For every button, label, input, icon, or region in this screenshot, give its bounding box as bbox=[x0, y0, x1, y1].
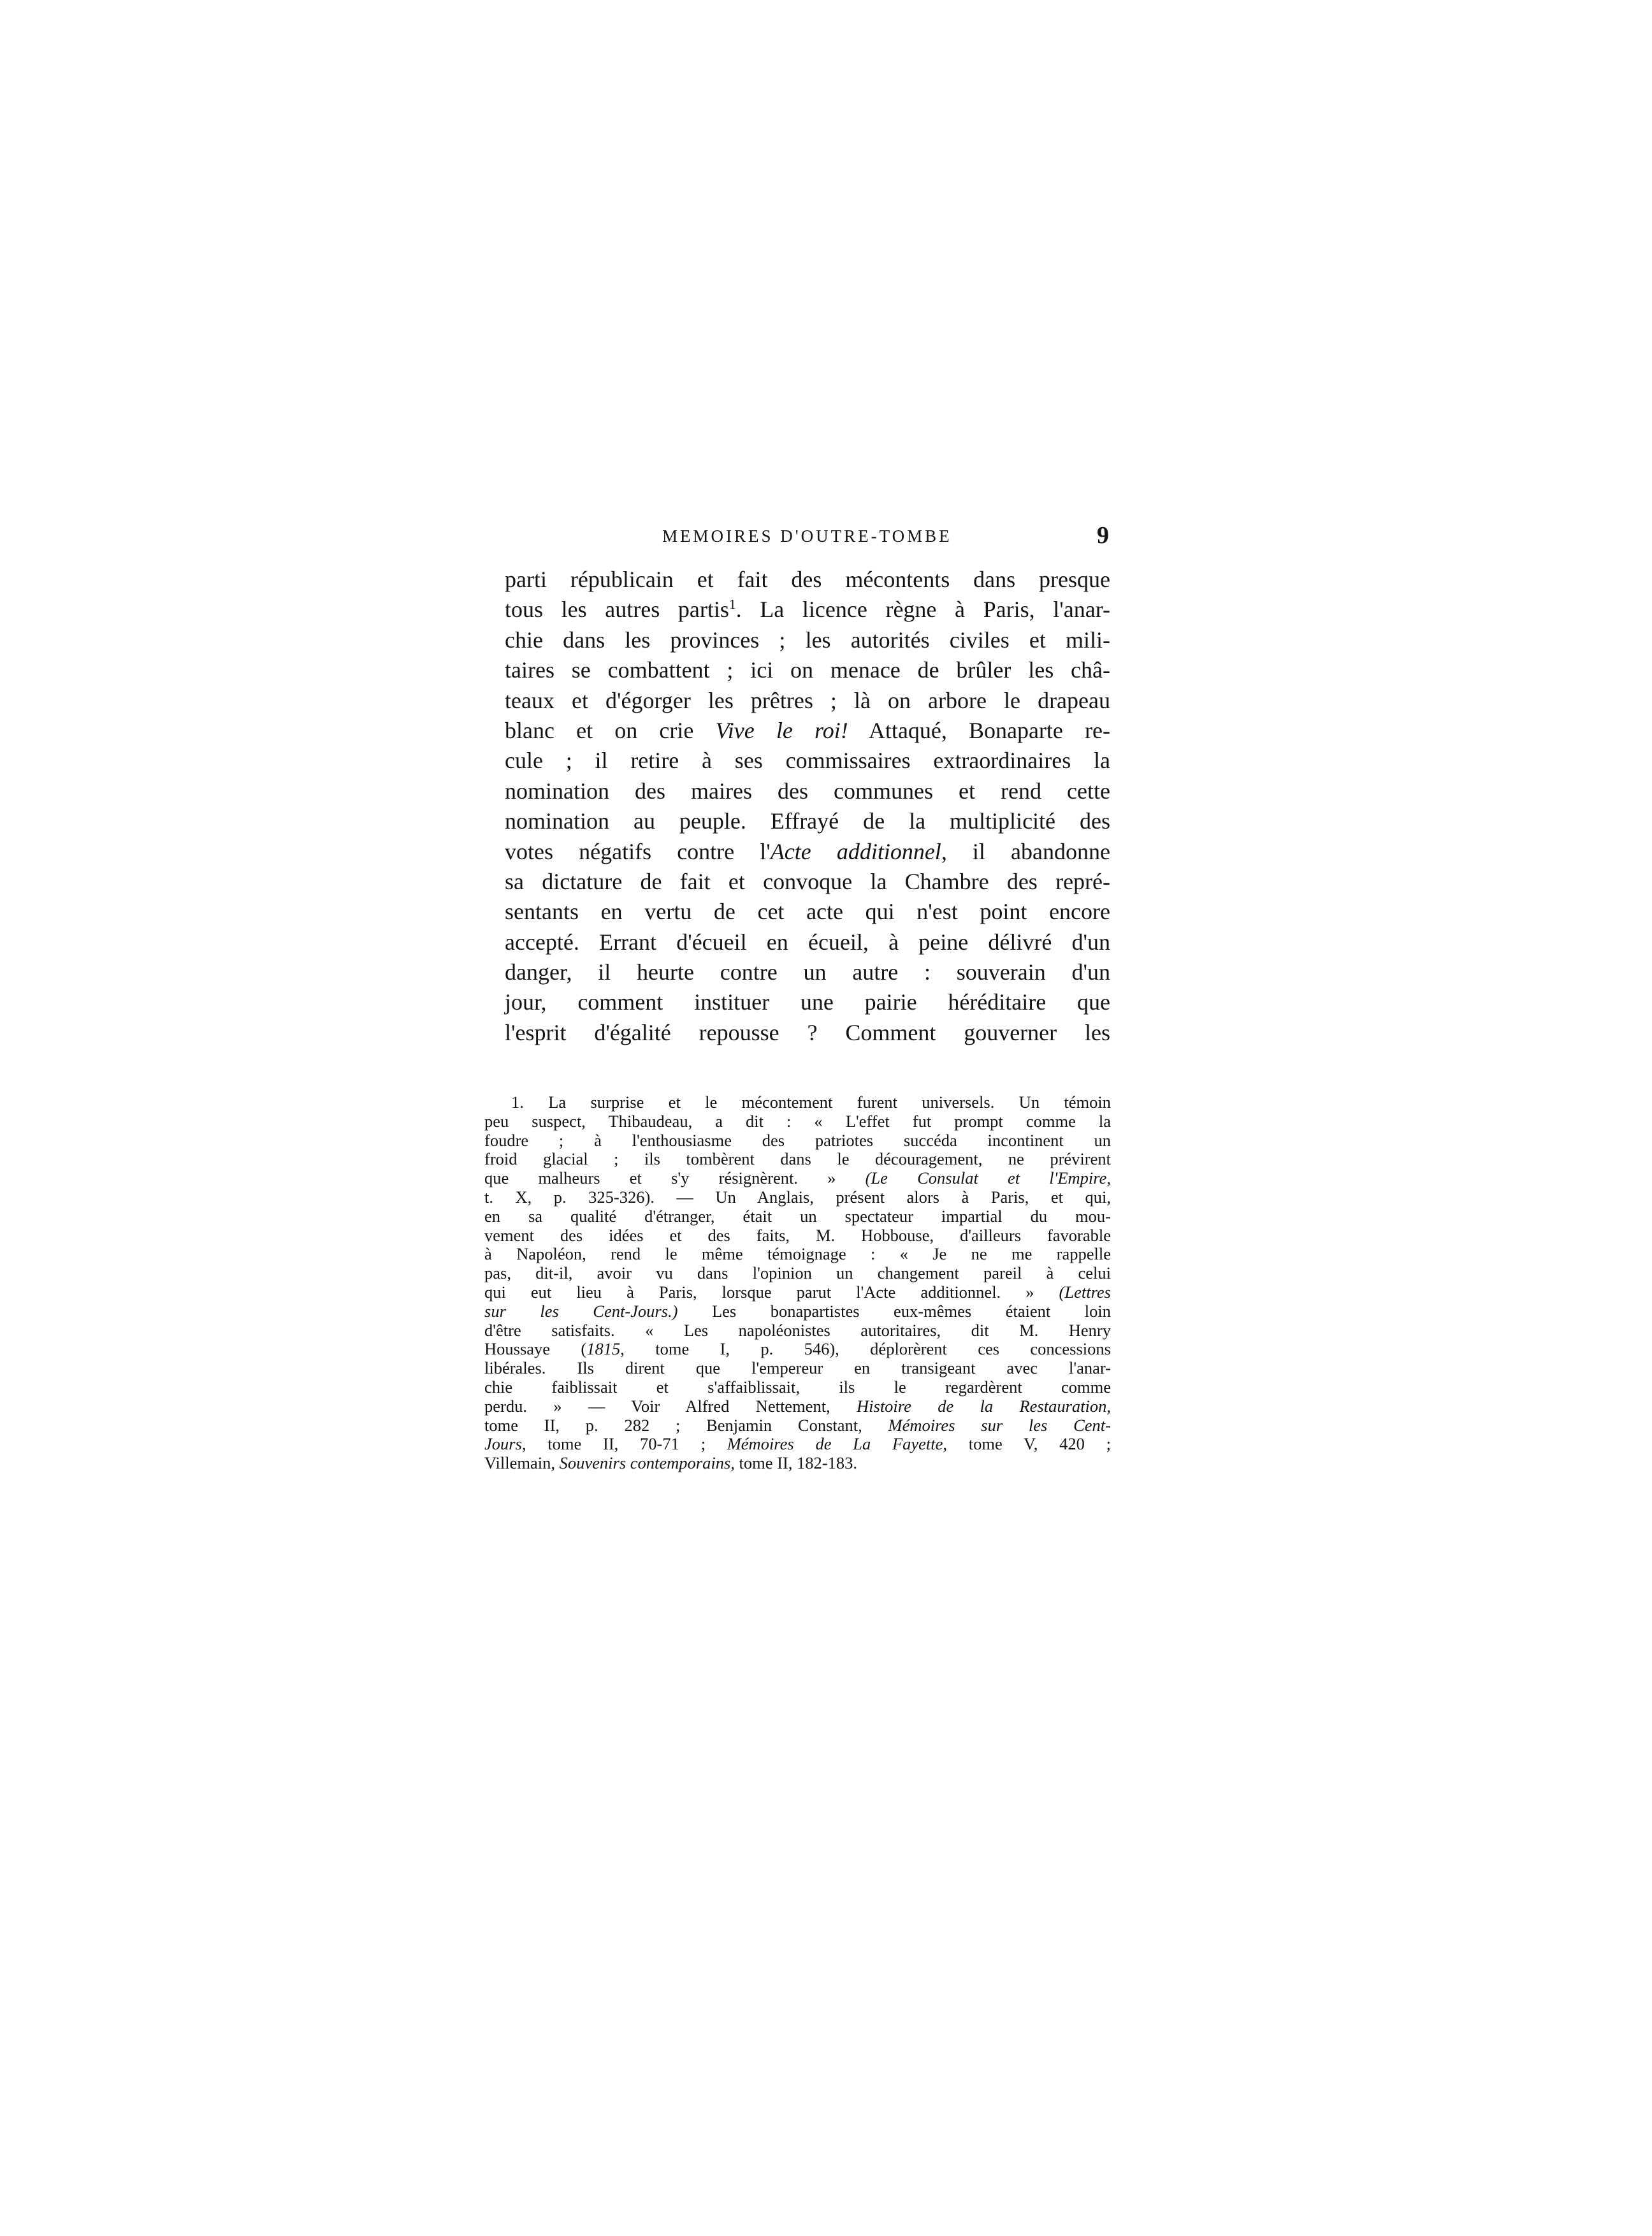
italic-run: Jours, bbox=[484, 1434, 526, 1454]
text-run: accepté. Errant d'écueil en écueil, à peine délivré d'un bbox=[505, 929, 1110, 955]
footnote-line bbox=[484, 1378, 1111, 1397]
footnote-line bbox=[484, 1207, 1111, 1226]
text-run: t. X, p. 325-326). — Un Anglais, présent alors à Paris, et qui, bbox=[484, 1187, 1111, 1207]
text-run: pas, dit-il, avoir vu dans l'opinion un changement pareil à celui bbox=[484, 1263, 1111, 1283]
body-line bbox=[505, 957, 1110, 987]
text-run: tome II, 182-183. bbox=[734, 1453, 858, 1473]
body-line bbox=[505, 655, 1110, 685]
text-run: libérales. Ils dirent que l'empereur en transigeant avec l'anar- bbox=[484, 1358, 1111, 1378]
text-run: , il abandonne bbox=[941, 838, 1110, 864]
text-run: l'esprit d'égalité repousse ? Comment gouverner les bbox=[505, 1019, 1110, 1045]
text-run: tous les autres partis bbox=[505, 597, 729, 623]
text-run: que malheurs et s'y résignèrent. » bbox=[484, 1168, 866, 1188]
text-run: sa dictature de fait et convoque la Chambre des repré- bbox=[505, 868, 1110, 894]
footnote-marker: 1 bbox=[728, 597, 736, 613]
italic-run: Acte additionnel bbox=[770, 838, 941, 864]
italic-run: 1815 bbox=[586, 1339, 621, 1359]
italic-run: Histoire de la Restauration, bbox=[857, 1396, 1111, 1416]
text-run: blanc et on crie bbox=[505, 717, 716, 743]
footnote-line bbox=[484, 1416, 1111, 1435]
footnote bbox=[484, 1093, 1111, 1473]
text-run: . La licence règne à Paris, l'anar- bbox=[735, 597, 1110, 623]
body-line bbox=[505, 625, 1110, 655]
body-line bbox=[505, 1018, 1110, 1048]
text-run: nomination au peuple. Effrayé de la multiplicité des bbox=[505, 808, 1110, 834]
text-run: foudre ; à l'enthousiasme des patriotes succéda incontinent un bbox=[484, 1130, 1111, 1150]
footnote-line bbox=[484, 1340, 1111, 1359]
italic-run: Vive le roi! bbox=[715, 717, 848, 743]
body-line bbox=[505, 987, 1110, 1017]
text-run: nomination des maires des communes et rend cette bbox=[505, 778, 1110, 804]
footnote-line bbox=[484, 1188, 1111, 1207]
footnote-line bbox=[484, 1169, 1111, 1188]
text-run: parti républicain et fait des mécontents dans presque bbox=[505, 567, 1110, 592]
text-run: tome II, p. 282 ; Benjamin Constant, bbox=[484, 1415, 888, 1435]
body-text bbox=[505, 565, 1110, 1048]
body-line bbox=[505, 867, 1110, 897]
text-run: teaux et d'égorger les prêtres ; là on arbore le drapeau bbox=[505, 687, 1110, 713]
footnote-line bbox=[484, 1397, 1111, 1416]
body-line bbox=[505, 806, 1110, 836]
text-run: tome II, 70-71 ; bbox=[526, 1434, 727, 1454]
text-run: qui eut lieu à Paris, lorsque parut l'Acte additionnel. » bbox=[484, 1282, 1059, 1302]
text-run: Villemain, bbox=[484, 1453, 560, 1473]
text-run: Attaqué, Bonaparte re- bbox=[848, 717, 1111, 743]
italic-run: Souvenirs contemporains, bbox=[559, 1453, 735, 1473]
text-run: , tome I, p. 546), déplorèrent ces concessions bbox=[620, 1339, 1111, 1359]
text-run: peu suspect, Thibaudeau, a dit : « L'effet fut prompt comme la bbox=[484, 1111, 1111, 1131]
body-line bbox=[505, 716, 1110, 746]
running-head bbox=[505, 521, 1117, 553]
footnote-line bbox=[484, 1302, 1111, 1321]
running-title: MEMOIRES D'OUTRE-TOMBE bbox=[662, 526, 952, 546]
body-line bbox=[505, 837, 1110, 867]
text-run: perdu. » — Voir Alfred Nettement, bbox=[484, 1396, 857, 1416]
italic-run: Mémoires de La Fayette, bbox=[727, 1434, 948, 1454]
text-run: taires se combattent ; ici on menace de brûler les châ- bbox=[505, 657, 1110, 683]
body-line bbox=[505, 897, 1110, 927]
footnote-line bbox=[484, 1454, 1111, 1473]
italic-run: Mémoires sur les Cent- bbox=[888, 1415, 1111, 1435]
text-run: froid glacial ; ils tombèrent dans le découragement, ne prévirent bbox=[484, 1149, 1111, 1169]
text-run: votes négatifs contre l' bbox=[505, 838, 771, 864]
body-line bbox=[505, 927, 1110, 957]
footnote-line bbox=[484, 1245, 1111, 1264]
text-run: à Napoléon, rend le même témoignage : « Je ne me rappelle bbox=[484, 1244, 1111, 1264]
footnote-line bbox=[484, 1359, 1111, 1378]
footnote-line bbox=[484, 1093, 1111, 1112]
text-run: danger, il heurte contre un autre : souverain d'un bbox=[505, 959, 1110, 985]
text-run: tome V, 420 ; bbox=[947, 1434, 1111, 1454]
body-line bbox=[505, 746, 1110, 776]
text-run: chie dans les provinces ; les autorités civiles et mili- bbox=[505, 627, 1110, 653]
text-run: 1. La surprise et le mécontement furent universels. Un témoin bbox=[511, 1093, 1111, 1112]
body-line bbox=[505, 595, 1110, 625]
text-run: chie faiblissait et s'affaiblissait, ils le regardèrent comme bbox=[484, 1377, 1111, 1397]
body-line bbox=[505, 565, 1110, 595]
footnote-line bbox=[484, 1435, 1111, 1454]
footnote-line bbox=[484, 1131, 1111, 1151]
footnote-line bbox=[484, 1226, 1111, 1245]
italic-run: (Le Consulat et l'Empire, bbox=[865, 1168, 1111, 1188]
footnote-line bbox=[484, 1283, 1111, 1302]
text-run: jour, comment instituer une pairie héréditaire que bbox=[505, 989, 1110, 1015]
italic-run: (Lettres bbox=[1059, 1282, 1111, 1302]
footnote-line bbox=[484, 1150, 1111, 1169]
body-line bbox=[505, 776, 1110, 806]
text-run: sentants en vertu de cet acte qui n'est point encore bbox=[505, 899, 1110, 925]
footnote-line bbox=[484, 1112, 1111, 1131]
text-run: vement des idées et des faits, M. Hobbouse, d'ailleurs favorable bbox=[484, 1225, 1111, 1245]
page-number: 9 bbox=[1097, 522, 1109, 549]
text-run: Houssaye ( bbox=[484, 1339, 587, 1359]
text-run: en sa qualité d'étranger, était un spectateur impartial du mou- bbox=[484, 1206, 1111, 1226]
text-run: Les bonapartistes eux-mêmes étaient loin bbox=[677, 1301, 1111, 1321]
italic-run: sur les Cent-Jours.) bbox=[484, 1301, 678, 1321]
footnote-line bbox=[484, 1321, 1111, 1340]
text-run: d'être satisfaits. « Les napoléonistes autoritaires, dit M. Henry bbox=[484, 1320, 1111, 1340]
footnote-line bbox=[484, 1264, 1111, 1283]
text-run: cule ; il retire à ses commissaires extraordinaires la bbox=[505, 748, 1110, 774]
body-line bbox=[505, 686, 1110, 716]
